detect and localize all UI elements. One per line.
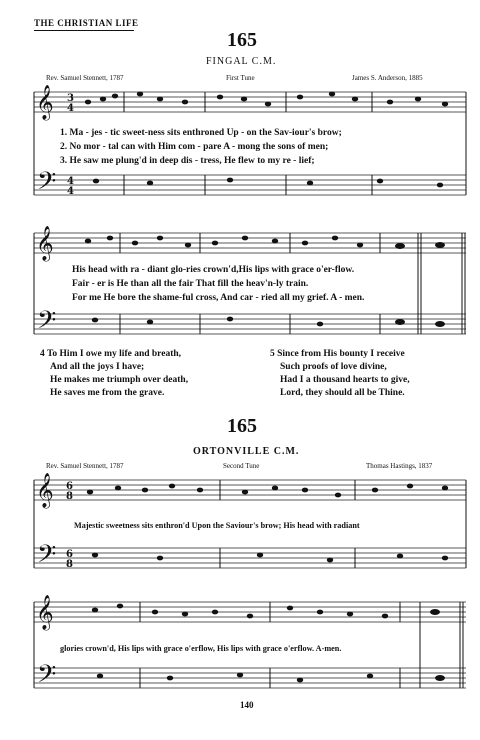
bass-clef-icon: 𝄢 [37, 167, 57, 202]
svg-text:6: 6 [66, 549, 73, 560]
treble-clef-icon: 𝄞 [36, 226, 54, 261]
ortonville-line-1: Majestic sweetness sits enthron'd Upon the Saviour's brow; His head with radiant [74, 521, 360, 530]
composer-credit: James S. Anderson, 1885 [352, 74, 423, 82]
verse-1-line-2: His head with ra - diant glo-ries crown'd,His lips with grace o'er-flow. [72, 265, 355, 275]
verse-3-line-2: For me He bore the shame-ful cross, And car - ried all my grief. A - men. [72, 293, 365, 303]
stanza-line: Had I a thousand hearts to give, [280, 375, 410, 385]
staff-treble-3 [34, 480, 466, 500]
hymn-number: 165 [227, 29, 257, 51]
stanza-4 [40, 348, 188, 400]
svg-text:4: 4 [67, 186, 74, 197]
verse-3-line-1: 3. He saw me plung'd in deep dis - tress, He flew to my re - lief; [60, 156, 315, 166]
verse-2-line-2: Fair - er is He than all the fair That fill the heav'n-ly train. [72, 279, 309, 289]
staff-treble-4 [34, 602, 466, 622]
svg-text:4: 4 [67, 103, 74, 114]
treble-clef-icon: 𝄞 [36, 85, 54, 120]
staff-treble-2 [34, 233, 466, 253]
tune-label: First Tune [226, 74, 255, 82]
stanza-5 [270, 348, 410, 400]
author-credit: Rev. Samuel Stennett, 1787 [46, 74, 124, 82]
tune-label-2: Second Tune [223, 462, 260, 470]
stanza-line: Lord, they should all be Thine. [280, 388, 405, 398]
stanza-line: And all the joys I have; [50, 362, 145, 372]
bass-clef-icon: 𝄢 [37, 306, 57, 341]
hymn-number-2: 165 [227, 415, 257, 437]
stanza-line: 5 Since from His bounty I receive [270, 349, 405, 359]
ortonville-line-2: glories crown'd, His lips with grace o'erflow, His lips with grace o'erflow. A-men. [60, 644, 342, 653]
svg-text:6: 6 [66, 481, 73, 492]
treble-clef-icon: 𝄞 [36, 473, 54, 508]
staff-treble-1 [34, 92, 466, 112]
stanza-line: He makes me triumph over death, [50, 375, 189, 385]
page-number: 140 [240, 700, 254, 710]
bass-clef-icon: 𝄢 [37, 660, 57, 695]
svg-text:4: 4 [67, 176, 74, 187]
bass-clef-icon: 𝄢 [37, 540, 57, 575]
tune-name-2: ORTONVILLE C.M. [193, 446, 300, 457]
verse-1-line-1: 1. Ma - jes - tic sweet-ness sits enthroned Up - on the Sav-iour's brow; [60, 128, 342, 138]
svg-text:8: 8 [66, 491, 73, 502]
stanza-line: Such proofs of love divine, [280, 362, 387, 372]
stanza-line: 4 To Him I owe my life and breath, [40, 349, 182, 359]
staff-bass-1 [34, 175, 466, 195]
composer-credit-2: Thomas Hastings, 1837 [366, 462, 433, 470]
author-credit-2: Rev. Samuel Stennett, 1787 [46, 462, 124, 470]
stanza-line: He saves me from the grave. [50, 388, 165, 398]
verse-2-line-1: 2. No mor - tal can with Him com - pare A - mong the sons of men; [60, 142, 329, 152]
tune-name: FINGAL C.M. [206, 56, 277, 67]
notes-row-4 [92, 604, 445, 683]
treble-clef-icon: 𝄞 [36, 595, 54, 630]
svg-text:3: 3 [67, 93, 74, 104]
svg-text:8: 8 [66, 559, 73, 570]
section-header: THE CHRISTIAN LIFE [34, 18, 139, 28]
notes-row-1 [85, 92, 448, 188]
